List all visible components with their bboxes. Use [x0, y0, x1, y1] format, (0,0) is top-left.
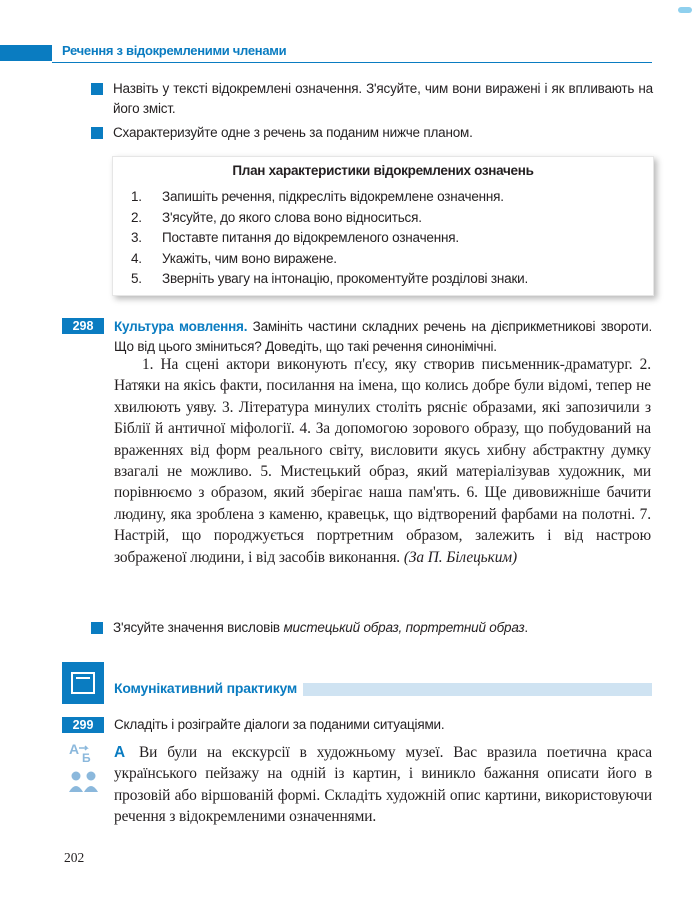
plan-item-text: Зверніть увагу на інтонацію, прокоментуйте розділові знаки. [162, 271, 529, 286]
section-header-title: Речення з відокремленими членами [62, 43, 287, 58]
svg-text:A: A [69, 741, 80, 757]
exercise-instruction-text: Складіть і розіграйте діалоги за поданими ситуаціями. [114, 717, 445, 732]
header-divider [52, 62, 652, 63]
plan-item-text: З'ясуйте, до якого слова воно відноситься. [162, 209, 422, 225]
dialog-pair-icon [68, 740, 100, 796]
task-item [91, 79, 653, 119]
plan-item-number: 5. [131, 271, 142, 286]
exercise-instruction [114, 715, 652, 735]
task-text [91, 618, 653, 638]
exercise-instruction-text: Замініть частини складних речень на дієприкметникові звороти. Що від цього зміниться? Доведіть, що такі речення синонімічні. [114, 319, 653, 354]
exercise-number-badge: 299 [62, 717, 104, 733]
plan-item [131, 187, 528, 208]
task-text: Схарактеризуйте одне з речень за поданим нижче планом. [113, 125, 473, 140]
plan-item-text: Поставте питання до відокремленого означення. [162, 230, 459, 245]
exercise-rubric: Культура мовлення. [114, 319, 248, 334]
square-bullet-icon [91, 622, 103, 634]
situation-text [114, 742, 652, 828]
plan-item-text: Запишіть речення, підкресліть відокремлене означення. [162, 189, 504, 204]
task-item [91, 123, 653, 143]
plan-item-number: 3. [131, 230, 142, 245]
plan-item [131, 249, 528, 270]
square-bullet-icon [91, 83, 103, 95]
plan-item-text: Укажіть, чим воно виражене. [162, 250, 337, 266]
task-text-prefix: З'ясуйте значення висловів [113, 620, 284, 635]
section-title: Комунікативний практикум [114, 680, 303, 696]
plan-item-number: 2. [131, 209, 142, 225]
publisher-logo-icon [678, 7, 692, 13]
task-item [91, 618, 653, 638]
svg-text:Б: Б [82, 751, 91, 765]
task-text: Назвіть у тексті відокремлені означення. З'ясуйте, чим вони виражені і як впливають на його зміст. [113, 81, 653, 116]
page-number: 202 [64, 850, 85, 865]
exercise-number-badge: 298 [62, 318, 104, 334]
plan-item [131, 208, 528, 229]
communication-practicum-icon [62, 662, 104, 704]
exercise-instruction [114, 317, 652, 357]
exercise-source: (За П. Білецьким) [403, 548, 518, 566]
plan-box [112, 156, 654, 296]
exercise-sentences: 1. На сцені актори виконують п'єсу, яку створив письменник-драматург. 2. Натяки на якісь факти, посилання на імена, що колись добре були відомі, тепер не хвилюють уяву. 3. Література минулих століть рясніє образами, які запозичили з Біблії й античної міфології. 4. За допомогою зорового образу, що побудований на враженнях від форм реального світу, висловити якусь хибну абстрактну думку взагалі не можливо. 5. Мистецький образ, який матеріалізував художник, ми порівнюємо з образом, який зберігає наша пам'ять. 6. Ще дивовижніше бачити людину, яка зроблена з каменю, кравецьк, що відтворений фарбами на полотні. 7. Настрій, що породжується портретним образом, залежить і від настрою зображеної людини, і від засобів виконання. [114, 356, 651, 566]
task-text-italic: мистецький образ, портретний образ [283, 620, 525, 635]
plan-title: План характеристики відокремлених означень [232, 163, 534, 178]
plan-item [131, 228, 528, 249]
plan-item-number: 4. [131, 250, 142, 266]
plan-list [131, 187, 528, 290]
situation-letter: А [114, 744, 126, 761]
square-bullet-icon [91, 127, 103, 139]
exercise-text [114, 354, 651, 568]
plan-item-number: 1. [131, 189, 142, 204]
plan-item [131, 269, 528, 290]
situation-description: Ви були на екскурсії в художньому музеї. Вас вразила поетична краса українського пейзажу на одній із картин, і виникло бажання описати його в прозовій або віршованій формі. Складіть художній опис картини, використовуючи речення з відокремленими означеннями. [114, 744, 652, 826]
header-accent-bar [0, 45, 52, 61]
task-text-suffix: . [524, 620, 528, 635]
